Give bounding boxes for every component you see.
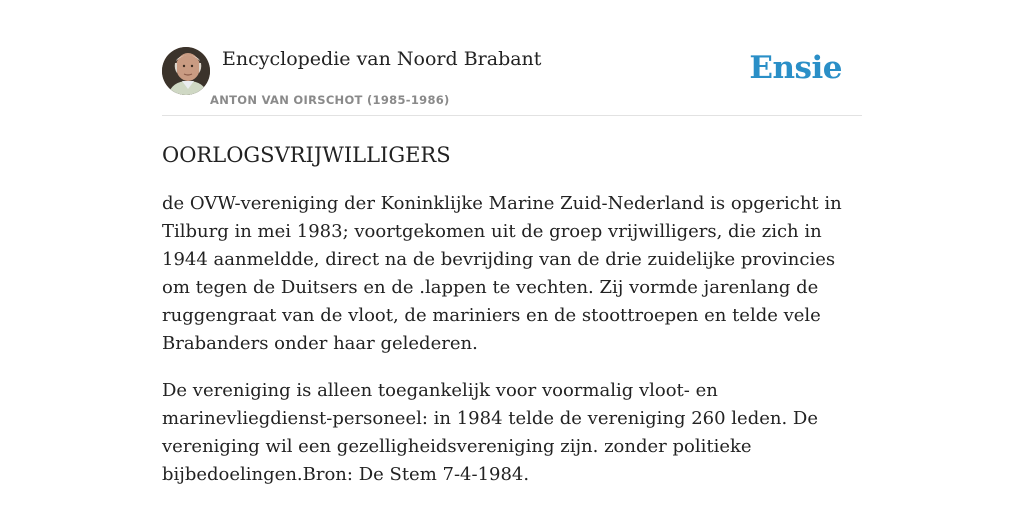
author-portrait-icon: [162, 47, 210, 95]
article-paragraph-2: De vereniging is alleen toegankelijk voor voormalig vloot- en marinevliegdienst-personeel: in 1984 telde de vereniging 260 leden. De vereniging wil een gezelligheidsvereniging zijn. zonder politieke bijbedoelingen.Bron: De Stem 7-4-1984.: [162, 380, 818, 485]
author-name[interactable]: ANTON VAN OIRSCHOT (1985-1986): [210, 93, 450, 107]
ensie-logo[interactable]: Ensie: [749, 50, 842, 86]
article-title: OORLOGSVRIJWILLIGERS: [162, 143, 451, 167]
author-avatar[interactable]: [162, 47, 210, 95]
header: [162, 46, 862, 116]
header-divider: [162, 115, 862, 116]
article: [162, 140, 862, 508]
site-title[interactable]: Encyclopedie van Noord Brabant: [222, 48, 542, 70]
article-paragraph-1: de OVW-vereniging der Koninklijke Marine Zuid-Nederland is opgericht in Tilburg in mei 1983; voortgekomen uit de groep vrijwilligers, die zich in 1944 aanmeldde, direct na de bevrijding van de drie zuidelijke provincies om tegen de Duitsers en de .lappen te vechten. Zij vormde jarenlang de ruggengraat van de vloot, de mariniers en de stoottroepen en telde vele Brabanders onder haar gelederen.: [162, 193, 842, 354]
